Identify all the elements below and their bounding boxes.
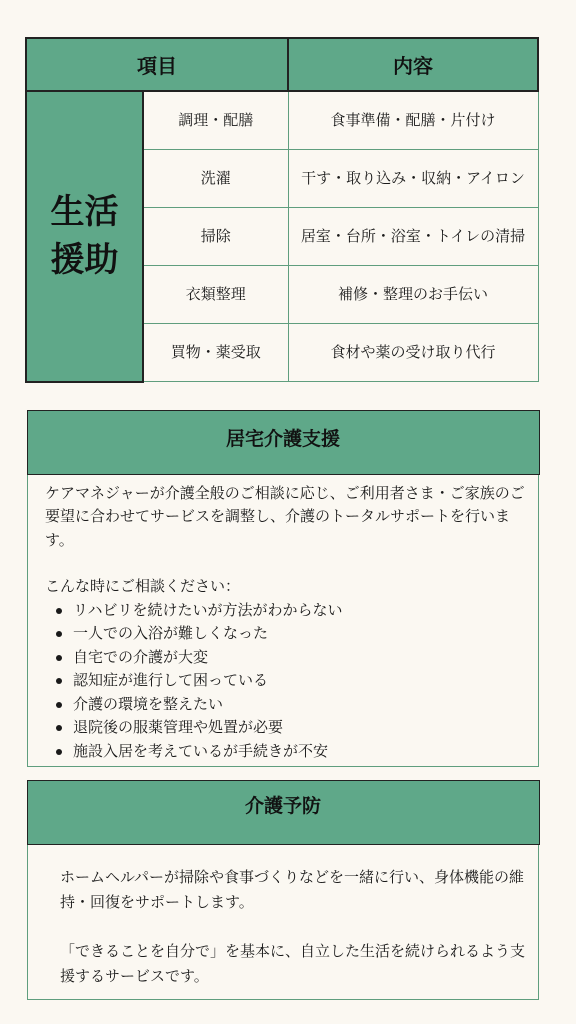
prevention-title: 介護予防 [27, 780, 540, 845]
prevention-body [28, 845, 538, 989]
detail-cell: 食材や薬の受け取り代行 [288, 324, 538, 382]
item-cell: 調理・配膳 [143, 91, 288, 150]
prevention-paragraph-2: 「できることを自分で」を基本に、自立した生活を続けられるよう支援するサービスです。 [60, 941, 526, 985]
list-item: 一人での入浴が難しくなった [73, 622, 526, 646]
item-cell: 衣類整理 [143, 266, 288, 324]
list-item: リハビリを続けたいが方法がわからない [73, 599, 526, 623]
category-cell [26, 91, 143, 382]
item-cell: 掃除 [143, 208, 288, 266]
list-item: 退院後の服薬管理や処置が必要 [73, 716, 526, 740]
item-cell: 洗濯 [143, 150, 288, 208]
header-detail: 内容 [288, 38, 538, 91]
care-support-intro: ケアマネジャーが介護全般のご相談に応じ、ご利用者さま・ご家族のご要望に合わせてサービスを調整し、介護のトータルサポートを行います。 [45, 483, 525, 549]
list-item: 介護の環境を整えたい [73, 693, 526, 717]
list-item: 自宅での介護が大変 [73, 646, 526, 670]
services-table [25, 37, 539, 383]
detail-cell: 食事準備・配膳・片付け [288, 91, 538, 150]
header-item: 項目 [26, 38, 288, 91]
detail-cell: 干す・取り込み・収納・アイロン [288, 150, 538, 208]
item-cell: 買物・薬受取 [143, 324, 288, 382]
category-label-line2: 援助 [50, 240, 119, 281]
care-support-card [27, 410, 539, 767]
list-item: 施設入居を考えているが手続きが不安 [73, 740, 526, 764]
prevention-paragraph-1: ホームヘルパーが掃除や食事づくりなどを一緒に行い、身体機能の維持・回復をサポートします。 [60, 867, 524, 911]
consultation-list [45, 599, 526, 764]
care-support-body [28, 475, 538, 764]
prevention-card [27, 780, 539, 1000]
care-support-subhead: こんな時にご相談ください： [45, 577, 241, 595]
detail-cell: 居室・台所・浴室・トイレの清掃 [288, 208, 538, 266]
table-header-row [26, 38, 538, 91]
care-support-title: 居宅介護支援 [27, 410, 540, 475]
detail-cell: 補修・整理のお手伝い [288, 266, 538, 324]
list-item: 認知症が進行して困っている [73, 669, 526, 693]
category-label-line1: 生活 [50, 192, 119, 233]
table-row [26, 91, 538, 150]
